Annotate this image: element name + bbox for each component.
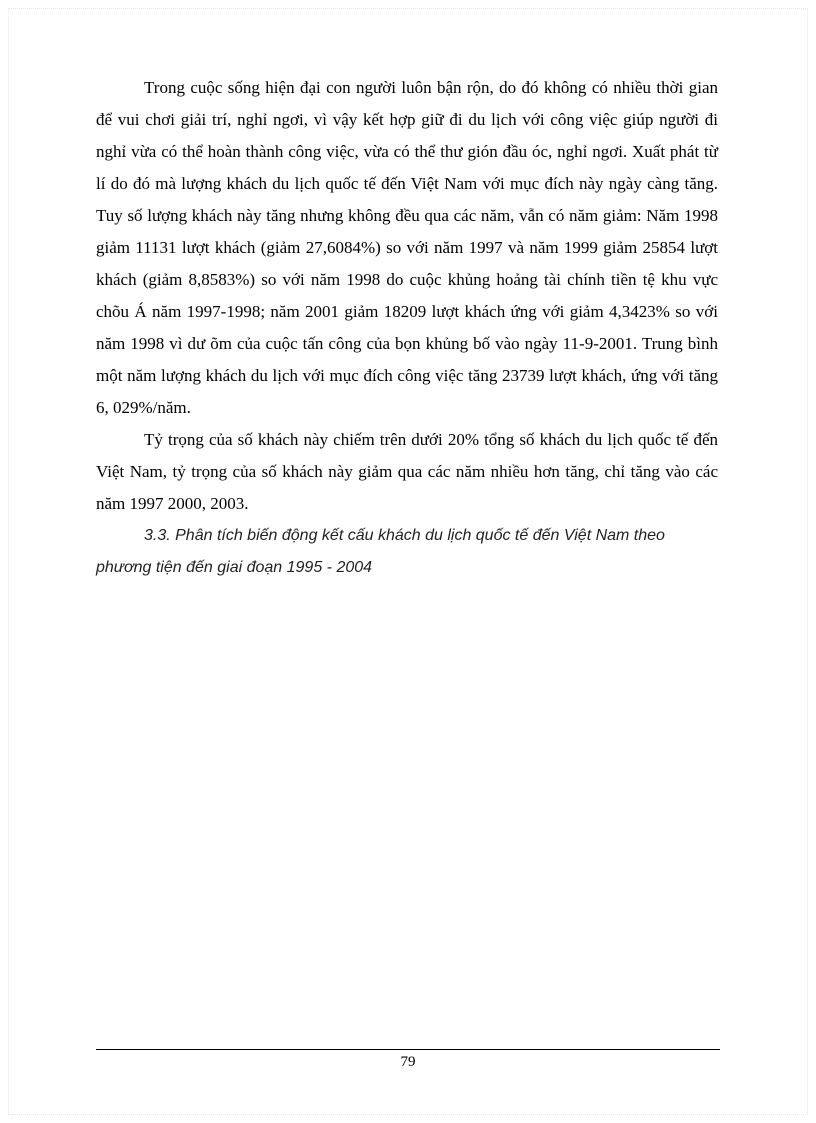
footer-divider bbox=[96, 1049, 720, 1050]
paragraph-proportion: Tỷ trọng của số khách này chiếm trên dưới 20% tổng số khách du lịch quốc tế đến Việt Nam, tỷ trọng của số khách này giảm qua các năm nhiều hơn tăng, chỉ tăng vào các năm 1997 2000, 2003. bbox=[96, 430, 718, 513]
section-heading: 3.3. Phân tích biến động kết cấu khách du lịch quốc tế đến Việt Nam theo phương tiện đến giai đoạn 1995 - 2004 bbox=[96, 527, 665, 576]
document-body bbox=[96, 72, 718, 584]
paragraph-business-travel: Trong cuộc sống hiện đại con người luôn bận rộn, do đó không có nhiều thời gian để vui chơi giải trí, nghỉ ngơi, vì vậy kết hợp giữ đi du lịch với công việc giúp người đi nghỉ vừa có thể hoàn thành công việc, vừa có thể thư gión đầu óc, nghỉ ngơi. Xuất phát từ lí do đó mà lượng khách du lịch quốc tế đến Việt Nam với mục đích này ngày càng tăng. Tuy số lượng khách này tăng nhưng không đều qua các năm, vẫn có năm giảm: Năm 1998 giảm 11131 lượt khách (giảm 27,6084%) so với năm 1997 và năm 1999 giảm 25854 lượt khách (giảm 8,8583%) so với năm 1998 do cuộc khủng hoảng tài chính tiền tệ khu vực chõu Á năm 1997-1998; năm 2001 giảm 18209 lượt khách ứng với giảm 4,3423% so với năm 1998 vì dư õm của cuộc tấn công của bọn khủng bố vào ngày 11-9-2001. Trung bình một năm lượng khách du lịch với mục đích công việc tăng 23739 lượt khách, ứng với tăng 6, 029%/năm. bbox=[96, 78, 718, 417]
page-number: 79 bbox=[400, 1054, 416, 1070]
